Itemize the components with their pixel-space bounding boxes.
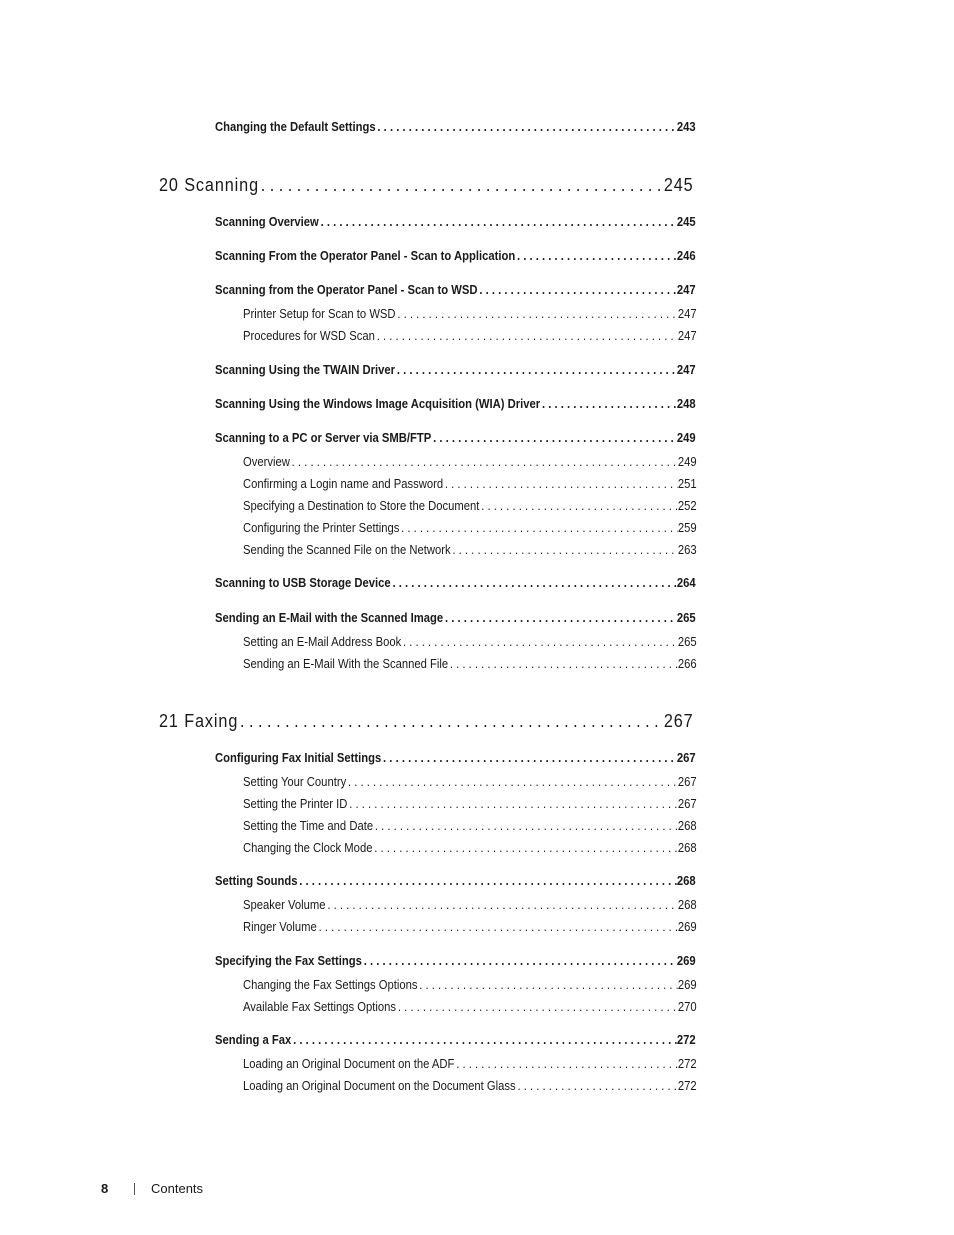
toc-subentry[interactable] [243,898,697,912]
toc-subentry[interactable] [243,477,697,491]
toc-subentry-page: 247 [677,329,697,343]
toc-entry[interactable] [215,397,696,411]
toc-subentry-title: Sending the Scanned File on the Network [243,543,451,557]
toc-subentry[interactable] [243,1079,697,1093]
toc-subentry-page: 266 [677,657,697,671]
toc-subentry[interactable] [243,521,697,535]
toc-entry[interactable] [215,954,696,968]
toc-subentry[interactable] [243,920,697,934]
toc-entry-title: Scanning to a PC or Server via SMB/FTP [215,431,432,445]
toc-entry-page: 268 [676,874,696,888]
toc-subentry[interactable] [243,657,697,671]
dot-leader [259,175,664,196]
toc-entry[interactable] [215,283,696,297]
toc-subentry[interactable] [243,797,697,811]
toc-subentry-title: Loading an Original Document on the Document Glass [243,1079,516,1093]
dot-leader [319,215,677,229]
toc-entry[interactable] [215,576,696,590]
toc-entry[interactable] [215,120,696,134]
toc-entry[interactable] [215,1033,696,1047]
dot-leader [454,1057,677,1071]
dot-leader [443,477,678,491]
chapter-title: 21 Faxing [159,711,239,731]
toc-entry-page: 247 [676,283,696,297]
toc-entry-title: Configuring Fax Initial Settings [215,751,382,765]
dot-leader [290,455,678,469]
dot-leader [396,307,678,321]
toc-subentry-page: 268 [677,819,697,833]
toc-subentry[interactable] [243,841,697,855]
toc-subentry-title: Speaker Volume [243,898,326,912]
dot-leader [399,521,677,535]
dot-leader [431,431,677,445]
toc-subentry-title: Available Fax Settings Options [243,1000,397,1014]
toc-subentry-title: Procedures for WSD Scan [243,329,375,343]
dot-leader [317,920,678,934]
toc-subentry-title: Setting Your Country [243,775,347,789]
dot-leader [372,841,677,855]
dot-leader [298,874,677,888]
toc-subentry-page: 259 [677,521,697,535]
toc-subentry-title: Sending an E-Mail With the Scanned File [243,657,449,671]
dot-leader [362,954,677,968]
dot-leader [291,1033,677,1047]
toc-entry-page: 264 [676,576,696,590]
toc-subentry-page: 270 [677,1000,697,1014]
toc-entry-title: Scanning Using the TWAIN Driver [215,363,396,377]
dot-leader [516,1079,678,1093]
chapter-page: 267 [663,711,694,731]
toc-subentry-page: 249 [677,455,697,469]
toc-entry[interactable] [215,611,696,625]
dot-leader [540,397,677,411]
toc-subentry[interactable] [243,543,697,557]
dot-leader [376,120,677,134]
toc-subentry[interactable] [243,1057,697,1071]
dot-leader [479,499,677,513]
toc-entry-page: 265 [676,611,696,625]
dot-leader [238,711,664,732]
toc-entry-page: 248 [676,397,696,411]
chapter-title: 20 Scanning [159,175,259,195]
toc-entry-title: Specifying the Fax Settings [215,954,362,968]
toc-subentry-title: Changing the Fax Settings Options [243,978,418,992]
dot-leader [326,898,678,912]
toc-entry-title: Sending a Fax [215,1033,292,1047]
dot-leader [515,249,677,263]
toc-subentry[interactable] [243,307,697,321]
toc-subentry[interactable] [243,978,697,992]
toc-subentry-title: Setting an E-Mail Address Book [243,635,402,649]
toc-entry-page: 245 [676,215,696,229]
toc-subentry-page: 272 [677,1079,697,1093]
toc-subentry-page: 268 [677,898,697,912]
toc-subentry[interactable] [243,819,697,833]
toc-subentry-title: Setting the Time and Date [243,819,374,833]
toc-entry[interactable] [215,215,696,229]
toc-subentry-title: Configuring the Printer Settings [243,521,400,535]
toc-subentry-page: 247 [677,307,697,321]
dot-leader [417,978,677,992]
toc-subentry[interactable] [243,329,697,343]
toc-entry-page: 249 [676,431,696,445]
toc-subentry-title: Changing the Clock Mode [243,841,373,855]
toc-entry[interactable] [215,431,696,445]
dot-leader [395,363,677,377]
dot-leader [478,283,677,297]
toc-subentry-title: Printer Setup for Scan to WSD [243,307,396,321]
toc-entry-title: Scanning to USB Storage Device [215,576,391,590]
dot-leader [443,611,677,625]
toc-subentry-title: Specifying a Destination to Store the Document [243,499,480,513]
toc-subentry-title: Overview [243,455,290,469]
toc-entry-page: 272 [676,1033,696,1047]
chapter-heading-scanning[interactable] [159,175,694,196]
toc-entry-title: Scanning From the Operator Panel - Scan to Application [215,249,516,263]
dot-leader [347,797,677,811]
dot-leader [401,635,678,649]
toc-entry[interactable] [215,249,696,263]
toc-subentry-page: 265 [677,635,697,649]
footer-page-number: 8 [101,1181,109,1196]
dot-leader [396,1000,678,1014]
toc-subentry[interactable] [243,1000,697,1014]
toc-entry-page: 269 [676,954,696,968]
dot-leader [373,819,678,833]
toc-entry-title: Scanning from the Operator Panel - Scan to WSD [215,283,478,297]
toc-subentry-title: Confirming a Login name and Password [243,477,444,491]
footer-section-label: Contents [151,1181,204,1196]
chapter-page: 245 [663,175,694,195]
dot-leader [451,543,678,557]
toc-subentry-page: 251 [677,477,697,491]
toc-subentry[interactable] [243,775,697,789]
toc-subentry-page: 267 [677,797,697,811]
dot-leader [381,751,677,765]
toc-subentry-page: 269 [677,920,697,934]
toc-subentry-page: 263 [677,543,697,557]
dot-leader [391,576,677,590]
toc-subentry-page: 272 [677,1057,697,1071]
toc-entry-title: Scanning Using the Windows Image Acquisition (WIA) Driver [215,397,541,411]
toc-entry-title: Setting Sounds [215,874,298,888]
toc-entry-page: 243 [676,120,696,134]
dot-leader [375,329,678,343]
toc-entry[interactable] [215,751,696,765]
chapter-heading-faxing[interactable] [159,711,694,732]
toc-subentry[interactable] [243,455,697,469]
dot-leader [346,775,678,789]
toc-entry-page: 246 [676,249,696,263]
toc-entry-title: Scanning Overview [215,215,319,229]
toc-entry[interactable] [215,874,696,888]
toc-entry[interactable] [215,363,696,377]
footer-divider [134,1183,135,1195]
dot-leader [448,657,678,671]
toc-subentry-title: Ringer Volume [243,920,317,934]
toc-subentry[interactable] [243,635,697,649]
toc-subentry-page: 269 [677,978,697,992]
toc-entry-title: Changing the Default Settings [215,120,376,134]
toc-subentry-page: 267 [677,775,697,789]
toc-subentry-title: Setting the Printer ID [243,797,348,811]
toc-entry-page: 247 [676,363,696,377]
toc-entry-page: 267 [676,751,696,765]
toc-entry-title: Sending an E-Mail with the Scanned Image [215,611,444,625]
toc-subentry[interactable] [243,499,697,513]
toc-subentry-page: 268 [677,841,697,855]
toc-subentry-title: Loading an Original Document on the ADF [243,1057,455,1071]
toc-subentry-page: 252 [677,499,697,513]
